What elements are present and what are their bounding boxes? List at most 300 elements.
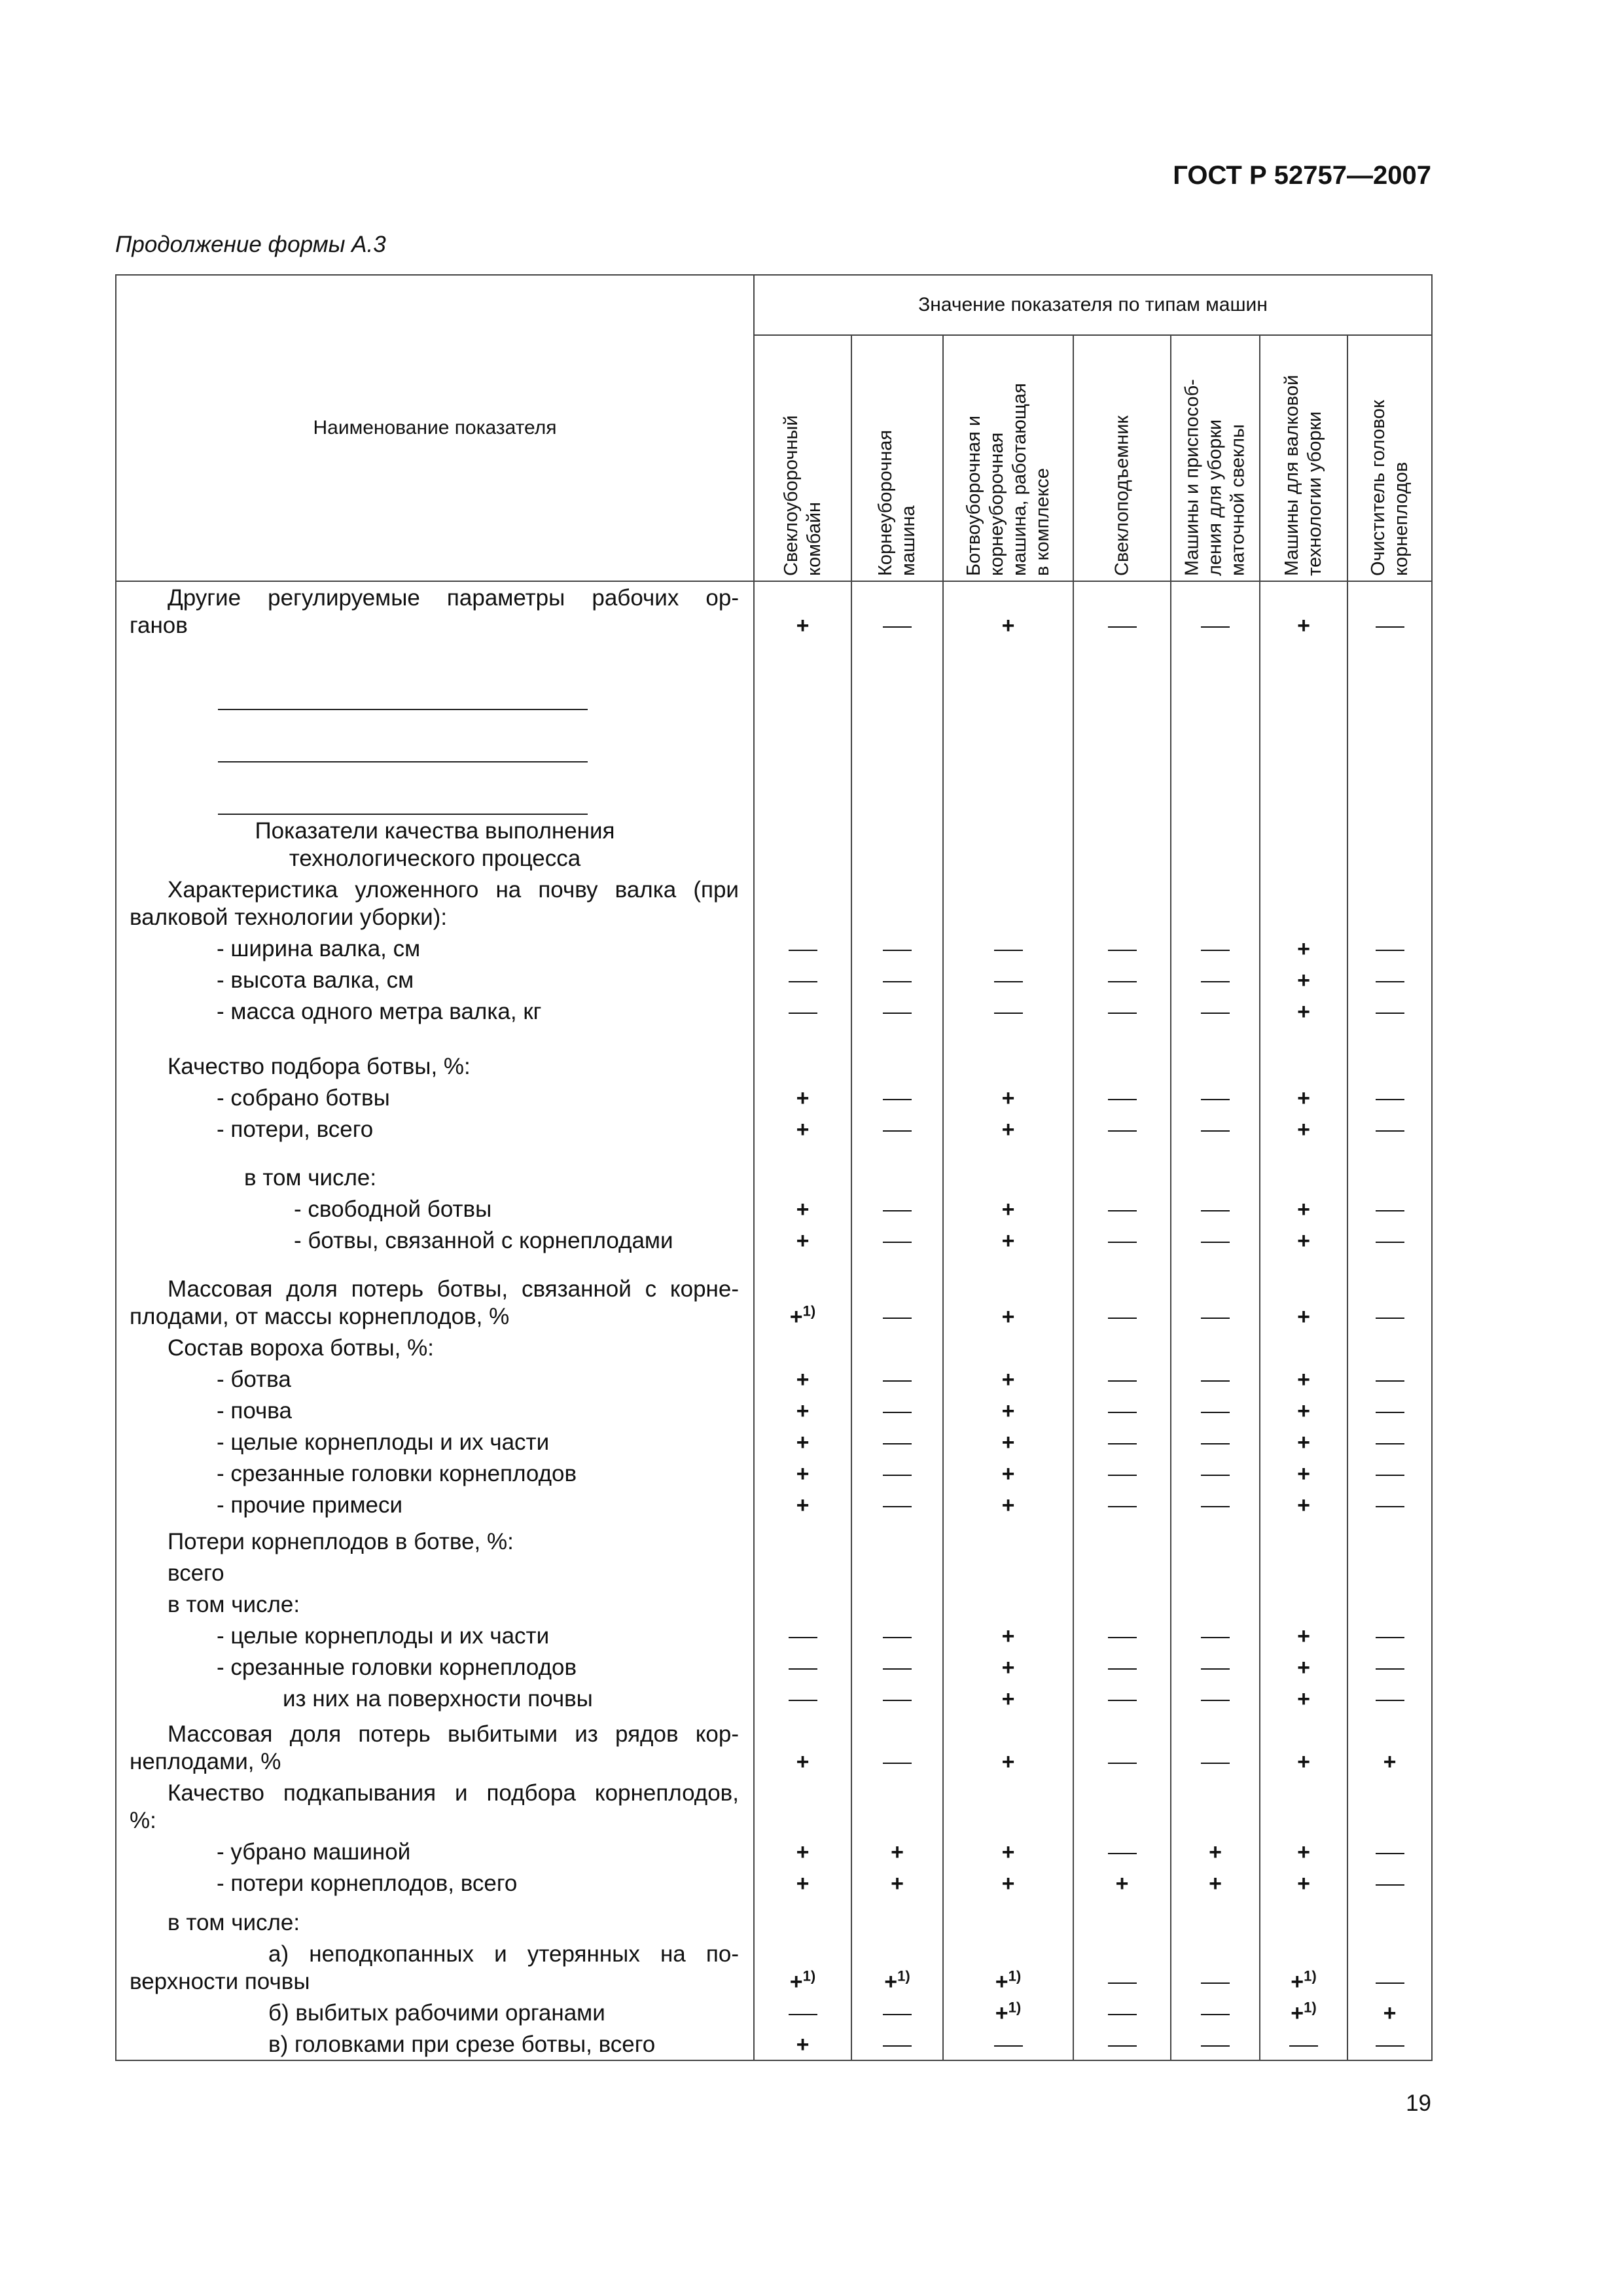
- dash-mark: [1108, 2001, 1137, 2026]
- value-cell: [943, 1193, 1073, 1225]
- plus-mark: +: [1383, 2001, 1397, 2026]
- value-cell: [851, 1458, 943, 1489]
- dash-mark: [1201, 968, 1230, 993]
- plus-mark: +: [1383, 1749, 1397, 1774]
- value-cell: [754, 815, 851, 874]
- column-header-line: комбайн: [803, 501, 825, 576]
- value-cell: [943, 654, 1073, 706]
- value-cell: [1260, 1557, 1347, 1588]
- dash-line: [1108, 1130, 1137, 1132]
- value-cell: [851, 1050, 943, 1082]
- indicator-name: [116, 1718, 754, 1777]
- dash-line: [1108, 1637, 1137, 1638]
- column-header-line: в комплексе: [1031, 468, 1053, 576]
- dash-line: [883, 1318, 912, 1319]
- value-cell: [754, 933, 851, 964]
- plus-mark: +: [1297, 1655, 1310, 1680]
- dash-line: [1376, 626, 1404, 628]
- dash-mark: [1376, 1624, 1404, 1649]
- row-spacer: [116, 1145, 1432, 1162]
- value-cell: [754, 1651, 851, 1683]
- value-cell: [754, 1997, 851, 2028]
- indicator-line: - срезанные головки корнеплодов: [217, 1461, 577, 1486]
- plus-mark: +: [1297, 1687, 1310, 1712]
- plus-mark: +: [1297, 1430, 1310, 1455]
- value-cell: [1171, 2028, 1260, 2060]
- plus-mark: +: [1001, 1655, 1015, 1680]
- dash-line: [1108, 1853, 1137, 1854]
- value-cell: [1073, 1489, 1171, 1520]
- dash-line: [789, 1700, 817, 1701]
- plus-mark: +: [796, 1462, 810, 1486]
- value-cell: [1347, 1162, 1432, 1193]
- dash-mark: [1201, 1462, 1230, 1486]
- dash-mark: [994, 999, 1023, 1024]
- dash-line: [1201, 1099, 1230, 1100]
- value-cell: [1073, 1395, 1171, 1426]
- value-cell: [1073, 1273, 1171, 1332]
- dash-mark: [1201, 1304, 1230, 1329]
- plus-mark: +: [1297, 968, 1310, 993]
- footnote-ref: 1): [1304, 1999, 1317, 2016]
- value-cell: [1347, 1651, 1432, 1683]
- value-cell: [851, 1718, 943, 1777]
- value-cell: [1073, 964, 1171, 996]
- dash-line: [1376, 1637, 1404, 1638]
- dash-mark: [1108, 1086, 1137, 1111]
- table-row: [116, 1489, 1432, 1520]
- plus-mark: +: [1001, 1117, 1015, 1142]
- value-cell: [851, 1907, 943, 1938]
- value-cell: [943, 1395, 1073, 1426]
- value-cell: [943, 964, 1073, 996]
- value-cell: [851, 1938, 943, 1997]
- column-header-line: маточной свеклы: [1227, 424, 1249, 576]
- indicator-line: - прочие примеси: [217, 1492, 403, 1518]
- value-cell: [1171, 964, 1260, 996]
- dash-mark: [1376, 1304, 1404, 1329]
- dash-line: [1201, 1668, 1230, 1670]
- dash-line: [1376, 1668, 1404, 1670]
- table-row: [116, 1777, 1432, 1836]
- value-cell: [1260, 1113, 1347, 1145]
- dash-mark: [1376, 937, 1404, 961]
- plus-mark: +: [1209, 1871, 1222, 1896]
- plus-mark: +: [796, 1399, 810, 1424]
- plus-mark: +: [796, 1493, 810, 1518]
- dash-mark: [883, 613, 912, 638]
- table-row: [116, 933, 1432, 964]
- dash-mark: [1376, 1086, 1404, 1111]
- indicator-name: [116, 1225, 754, 1256]
- dash-line: [1108, 1242, 1137, 1243]
- plus-mark: +: [1297, 999, 1310, 1024]
- table-row: [116, 1651, 1432, 1683]
- value-cell: [1073, 1363, 1171, 1395]
- table-row: [116, 1620, 1432, 1651]
- indicator-name: [116, 933, 754, 964]
- footnote-ref: 1): [897, 1967, 910, 1984]
- value-cell: [851, 1332, 943, 1363]
- value-cell: [1260, 1489, 1347, 1520]
- indicator-name: [116, 1777, 754, 1836]
- indicator-line: б) выбитых рабочими органами: [268, 2000, 605, 2026]
- column-header: [943, 335, 1073, 581]
- plus-mark: +: [1001, 613, 1015, 638]
- value-cell: [851, 996, 943, 1027]
- value-cell: [1073, 581, 1171, 641]
- dash-mark: [1289, 2032, 1318, 2057]
- value-cell: [851, 1683, 943, 1714]
- indicator-name: [116, 1193, 754, 1225]
- dash-mark: [883, 1197, 912, 1222]
- value-cell: [1260, 1526, 1347, 1557]
- blank-entry-line: [218, 761, 588, 762]
- dash-line: [1376, 1380, 1404, 1382]
- dash-mark: [883, 1086, 912, 1111]
- value-cell: [1171, 759, 1260, 811]
- value-cell: [1260, 1332, 1347, 1363]
- plus-mark: +: [796, 1871, 810, 1896]
- dash-mark: [1376, 1399, 1404, 1424]
- dash-mark: [883, 1462, 912, 1486]
- value-cell: [1073, 1997, 1171, 2028]
- dash-line: [883, 1668, 912, 1670]
- plus-mark: +: [1001, 1624, 1015, 1649]
- table-row: [116, 1225, 1432, 1256]
- indicator-line: неплодами, %: [130, 1749, 281, 1774]
- value-cell: [1171, 654, 1260, 706]
- value-cell: [1073, 1082, 1171, 1113]
- value-cell: [1171, 815, 1260, 874]
- value-cell: [1347, 1867, 1432, 1899]
- plus-mark: +: [796, 1430, 810, 1455]
- dash-mark: [1376, 1367, 1404, 1392]
- indicator-line: - убрано машиной: [217, 1839, 411, 1865]
- indicator-name-header: Наименование показателя: [116, 275, 754, 581]
- dash-mark: [789, 1655, 817, 1680]
- value-cell: [1260, 1938, 1347, 1997]
- dash-mark: [883, 1624, 912, 1649]
- dash-mark: [883, 1655, 912, 1680]
- value-cell: [1171, 1777, 1260, 1836]
- indicator-line: Состав вороха ботвы, %:: [168, 1335, 434, 1361]
- value-cell: [943, 933, 1073, 964]
- indicator-line: - почва: [217, 1398, 292, 1424]
- dash-mark: [1108, 1655, 1137, 1680]
- indicator-line: Другие регулируемые параметры рабочих ор-: [168, 585, 739, 611]
- row-spacer: [116, 1256, 1432, 1273]
- dash-line: [1201, 1318, 1230, 1319]
- indicator-name: [116, 1588, 754, 1620]
- value-cell: [754, 759, 851, 811]
- value-cell: [851, 1526, 943, 1557]
- column-header-line: Машины для валковой: [1281, 374, 1302, 576]
- dash-line: [1201, 950, 1230, 951]
- dash-line: [1201, 1412, 1230, 1413]
- value-cell: [851, 1867, 943, 1899]
- value-cell: [1260, 759, 1347, 811]
- indicator-name: [116, 1162, 754, 1193]
- indicator-name: [116, 706, 754, 759]
- column-header-line: Ботвоуборочная и: [963, 415, 984, 576]
- column-header-line: машина: [898, 505, 919, 576]
- dash-mark: [789, 1687, 817, 1712]
- dash-line: [1201, 1130, 1230, 1132]
- value-cell: [754, 1620, 851, 1651]
- dash-line: [1201, 1700, 1230, 1701]
- value-cell: [1171, 1363, 1260, 1395]
- value-cell: [851, 759, 943, 811]
- dash-line: [1108, 1475, 1137, 1476]
- value-cell: [851, 1273, 943, 1332]
- dash-mark: [883, 1430, 912, 1455]
- indicator-line: в) головками при срезе ботвы, всего: [268, 2032, 656, 2057]
- value-cell: [1347, 1363, 1432, 1395]
- dash-line: [994, 981, 1023, 982]
- dash-mark: [1201, 613, 1230, 638]
- machine-types-header: Значение показателя по типам машин: [754, 275, 1432, 335]
- plus-mark: +: [796, 1749, 810, 1774]
- value-cell: [1171, 1867, 1260, 1899]
- value-cell: [1347, 933, 1432, 964]
- value-cell: [1260, 1620, 1347, 1651]
- indicator-name: [116, 1683, 754, 1714]
- footnote-ref: 1): [1008, 1967, 1022, 1984]
- dash-mark: [883, 1117, 912, 1142]
- value-cell: [1073, 1777, 1171, 1836]
- blank-entry-line: [218, 709, 588, 710]
- dash-line: [1201, 1443, 1230, 1444]
- dash-mark: [1108, 1624, 1137, 1649]
- dash-line: [789, 981, 817, 982]
- plus-mark: +$^{1)}$: [789, 1967, 816, 1994]
- form-subtitle: Продолжение формы А.3: [115, 232, 386, 257]
- table-row: [116, 581, 1432, 641]
- value-cell: [1347, 1620, 1432, 1651]
- value-cell: [1171, 706, 1260, 759]
- value-cell: [851, 1193, 943, 1225]
- dash-mark: [789, 1624, 817, 1649]
- value-cell: [1347, 1193, 1432, 1225]
- dash-mark: [1376, 968, 1404, 993]
- value-cell: [754, 1836, 851, 1867]
- value-cell: [1171, 1082, 1260, 1113]
- value-cell: [1073, 1426, 1171, 1458]
- dash-line: [883, 1013, 912, 1014]
- indicator-name: [116, 1489, 754, 1520]
- value-cell: [1347, 1332, 1432, 1363]
- value-cell: [754, 1332, 851, 1363]
- value-cell: [1171, 1526, 1260, 1557]
- dash-line: [1108, 1099, 1137, 1100]
- indicator-line: - ботва: [217, 1367, 291, 1392]
- value-cell: [851, 1836, 943, 1867]
- value-cell: [851, 815, 943, 874]
- dash-line: [883, 1242, 912, 1243]
- value-cell: [1073, 933, 1171, 964]
- value-cell: [1347, 1588, 1432, 1620]
- dash-mark: [1108, 613, 1137, 638]
- value-cell: [851, 1489, 943, 1520]
- value-cell: [1347, 1489, 1432, 1520]
- value-cell: [1347, 874, 1432, 933]
- value-cell: [1260, 1588, 1347, 1620]
- column-header: [1347, 335, 1432, 581]
- plus-mark: +: [796, 1367, 810, 1392]
- dash-line: [1108, 950, 1137, 951]
- dash-line: [883, 1637, 912, 1638]
- table-row: [116, 1273, 1432, 1332]
- dash-mark: [1108, 1969, 1137, 1994]
- value-cell: [943, 1363, 1073, 1395]
- value-cell: [943, 706, 1073, 759]
- dash-mark: [1376, 1840, 1404, 1865]
- dash-line: [883, 1763, 912, 1764]
- value-cell: [943, 1225, 1073, 1256]
- dash-mark: [789, 2001, 817, 2026]
- plus-mark: +$^{1)}$: [884, 1967, 910, 1994]
- dash-mark: [1376, 1117, 1404, 1142]
- value-cell: [754, 706, 851, 759]
- row-spacer: [116, 641, 1432, 654]
- dash-mark: [1201, 937, 1230, 961]
- plus-mark: +: [1297, 1624, 1310, 1649]
- indicator-line: - масса одного метра валка, кг: [217, 999, 542, 1024]
- value-cell: [1073, 1651, 1171, 1683]
- plus-mark: +: [1297, 1871, 1310, 1896]
- value-cell: [754, 581, 851, 641]
- dash-mark: [1108, 2032, 1137, 2057]
- dash-line: [1376, 1475, 1404, 1476]
- value-cell: [1260, 933, 1347, 964]
- indicator-name: [116, 1557, 754, 1588]
- value-cell: [754, 1557, 851, 1588]
- value-cell: [754, 1683, 851, 1714]
- table-row: [116, 1997, 1432, 2028]
- value-cell: [754, 1777, 851, 1836]
- value-cell: [1347, 1050, 1432, 1082]
- value-cell: [943, 1836, 1073, 1867]
- value-cell: [1347, 706, 1432, 759]
- indicator-line: верхности почвы: [130, 1969, 310, 1994]
- value-cell: [943, 1458, 1073, 1489]
- dash-line: [1108, 1380, 1137, 1382]
- value-cell: [1171, 1332, 1260, 1363]
- column-header-line: Корнеуборочная: [875, 429, 896, 576]
- value-cell: [943, 1588, 1073, 1620]
- value-cell: [754, 2028, 851, 2060]
- plus-mark: +: [796, 1840, 810, 1865]
- value-cell: [1171, 1489, 1260, 1520]
- table-row: [116, 1557, 1432, 1588]
- value-cell: [1171, 1273, 1260, 1332]
- value-cell: [1260, 874, 1347, 933]
- dash-mark: [883, 1229, 912, 1253]
- blank-entry-line: [218, 814, 588, 815]
- value-cell: [1073, 1113, 1171, 1145]
- value-cell: [1073, 1718, 1171, 1777]
- dash-line: [1376, 2045, 1404, 2047]
- dash-line: [883, 1380, 912, 1382]
- indicator-name: [116, 1867, 754, 1899]
- dash-line: [1201, 2045, 1230, 2047]
- plus-mark: +: [1297, 1462, 1310, 1486]
- column-header-line: корнеуборочная: [986, 432, 1007, 576]
- value-cell: [851, 654, 943, 706]
- value-cell: [1347, 996, 1432, 1027]
- indicator-line: - целые корнеплоды и их части: [217, 1429, 550, 1455]
- plus-mark: +: [1001, 1493, 1015, 1518]
- indicator-name: [116, 1082, 754, 1113]
- dash-line: [1376, 1443, 1404, 1444]
- dash-mark: [883, 1493, 912, 1518]
- indicator-name: [116, 654, 754, 706]
- column-header: [754, 335, 851, 581]
- dash-line: [1108, 981, 1137, 982]
- dash-line: [1108, 1982, 1137, 1984]
- value-cell: [1260, 1050, 1347, 1082]
- dash-line: [883, 2045, 912, 2047]
- value-cell: [1260, 1777, 1347, 1836]
- value-cell: [1073, 1683, 1171, 1714]
- indicator-name: [116, 1907, 754, 1938]
- dash-mark: [1201, 1086, 1230, 1111]
- dash-mark: [1201, 2032, 1230, 2057]
- value-cell: [754, 1395, 851, 1426]
- plus-mark: +: [796, 1117, 810, 1142]
- indicator-line: - срезанные головки корнеплодов: [217, 1655, 577, 1680]
- plus-mark: +$^{1)}$: [789, 1302, 816, 1329]
- column-header-line: машина, работающая: [1008, 383, 1030, 576]
- value-cell: [754, 1363, 851, 1395]
- table-row: [116, 1588, 1432, 1620]
- value-cell: [943, 1162, 1073, 1193]
- value-cell: [1171, 1938, 1260, 1997]
- table-row: [116, 1395, 1432, 1426]
- plus-mark: +: [1297, 613, 1310, 638]
- indicator-line: технологического процесса: [289, 846, 581, 871]
- table-row: [116, 759, 1432, 811]
- dash-line: [1108, 1318, 1137, 1319]
- indicator-line: ганов: [130, 613, 188, 638]
- dash-mark: [1201, 1430, 1230, 1455]
- dash-line: [1201, 2014, 1230, 2015]
- value-cell: [1347, 1395, 1432, 1426]
- value-cell: [851, 1225, 943, 1256]
- dash-line: [883, 1099, 912, 1100]
- dash-mark: [1108, 1493, 1137, 1518]
- plus-mark: +: [1001, 1086, 1015, 1111]
- indicator-name: [116, 1938, 754, 1997]
- indicator-name: [116, 1458, 754, 1489]
- dash-mark: [1108, 1430, 1137, 1455]
- footnote-ref: 1): [802, 1302, 816, 1319]
- value-cell: [754, 1907, 851, 1938]
- dash-mark: [1108, 1197, 1137, 1222]
- dash-mark: [1201, 1117, 1230, 1142]
- column-header-line: ления для уборки: [1204, 419, 1226, 576]
- dash-line: [789, 1668, 817, 1670]
- dash-mark: [1108, 1367, 1137, 1392]
- dash-mark: [1108, 1117, 1137, 1142]
- value-cell: [943, 1938, 1073, 1997]
- table-row: [116, 1050, 1432, 1082]
- row-spacer: [116, 1027, 1432, 1050]
- dash-line: [1108, 1506, 1137, 1507]
- dash-mark: [1201, 1969, 1230, 1994]
- indicator-line: плодами, от массы корнеплодов, %: [130, 1304, 510, 1329]
